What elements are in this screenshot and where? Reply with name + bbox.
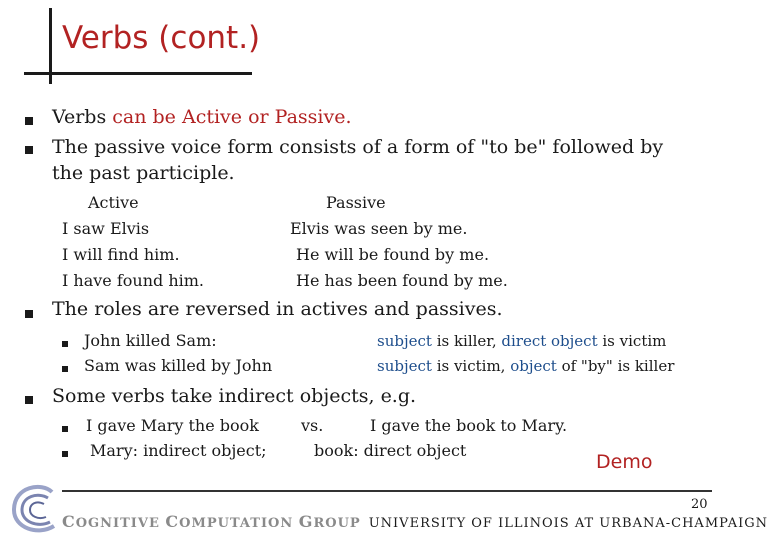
subject-term: subject [377, 357, 432, 375]
active-row: I saw Elvis [62, 219, 150, 238]
footer-branding [62, 512, 768, 531]
bullet-text-accent: can be [112, 106, 182, 128]
page-number: 20 [691, 497, 708, 512]
bullet-marker [25, 117, 33, 125]
slide-title: Verbs (cont.) [62, 20, 261, 56]
sub-bullet-marker [62, 366, 68, 372]
indirect-example-right: I gave the book to Mary. [370, 416, 568, 435]
group-word: ROUP [313, 516, 361, 531]
bullet-marker [25, 146, 33, 154]
active-header: Active [88, 193, 139, 212]
group-word: OMPUTATION [179, 516, 299, 531]
active-word: Active [181, 106, 243, 128]
title-horizontal-rule [24, 72, 252, 75]
bullet-marker [25, 310, 33, 318]
bullet-passive-voice-line1: The passive voice form consists of a form of "to be" followed by [52, 136, 664, 158]
or-word: or [242, 106, 275, 128]
active-row: I will find him. [62, 245, 180, 264]
group-letter: G [298, 512, 314, 531]
active-row: I have found him. [62, 271, 205, 290]
object-term: object [510, 357, 557, 375]
subject-term: subject [377, 332, 432, 350]
role-example-right [377, 332, 666, 350]
bullet-roles-reversed: The roles are reversed in actives and passives. [52, 298, 503, 320]
passive-row: Elvis was seen by me. [290, 219, 468, 238]
role-text: is victim, [431, 357, 511, 375]
role-text: is killer, [431, 332, 502, 350]
group-word: OGNITIVE [75, 516, 166, 531]
bullet-passive-voice-line2: the past participle. [52, 162, 235, 184]
role-example-left: Sam was killed by John [84, 356, 273, 375]
bullet-indirect-objects: Some verbs take indirect objects, e.g. [52, 385, 417, 407]
sub-bullet-marker [62, 341, 68, 347]
direct-object-term: direct object [501, 332, 598, 350]
bullet-marker [25, 396, 33, 404]
passive-row: He will be found by me. [296, 245, 490, 264]
demo-link[interactable]: Demo [596, 451, 653, 473]
passive-header: Passive [326, 193, 386, 212]
passive-word: Passive. [274, 106, 352, 128]
group-letter: C [165, 512, 180, 531]
passive-row: He has been found by me. [296, 271, 508, 290]
group-letter: C [62, 512, 76, 531]
indirect-example-left: I gave Mary the book [86, 416, 259, 435]
role-example-right [377, 357, 674, 375]
bullet-active-passive [52, 106, 352, 128]
direct-object-note: book: direct object [314, 441, 467, 460]
footer-rule [62, 490, 712, 492]
group-name [62, 512, 361, 531]
role-example-left: John killed Sam: [84, 331, 217, 350]
indirect-object-note: Mary: indirect object; [90, 441, 267, 460]
bullet-text: Verbs [52, 106, 113, 128]
vs-label: vs. [301, 416, 324, 435]
sub-bullet-marker [62, 451, 68, 457]
role-text: of "by" is killer [556, 357, 675, 375]
ccg-logo-icon [8, 482, 60, 536]
university-name: UNIVERSITY OF ILLINOIS AT URBANA-CHAMPAIGN [368, 516, 768, 531]
sub-bullet-marker [62, 426, 68, 432]
role-text: is victim [597, 332, 667, 350]
